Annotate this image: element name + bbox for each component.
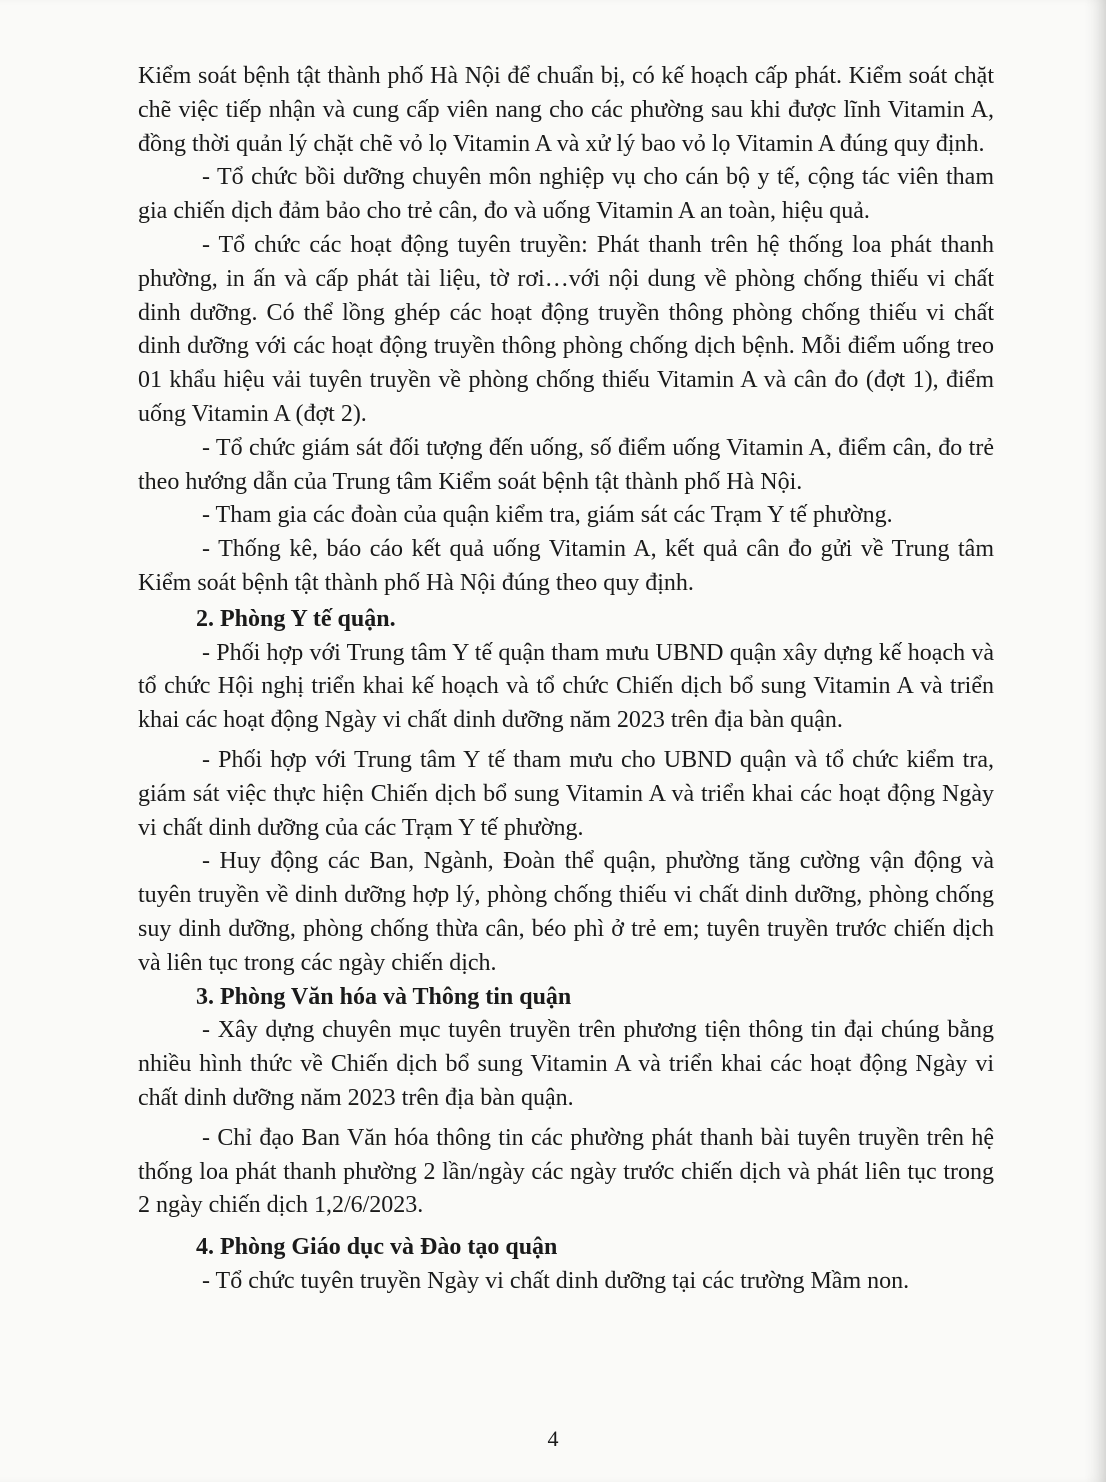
bullet-media-column: - Xây dựng chuyên mục tuyên truyền trên phương tiện thông tin đại chúng bằng nhiều hình thức về Chiến dịch bổ sung Vitamin A và triển khai các hoạt động Ngày vi chất dinh dưỡng năm 2023 trên địa bàn quận.	[138, 1017, 994, 1111]
bullet-kindergarten: - Tổ chức tuyên truyền Ngày vi chất dinh dưỡng tại các trường Mầm non.	[202, 1267, 910, 1294]
section-heading-health-office: 2. Phòng Y tế quận.	[196, 605, 396, 632]
bullet-communication: - Tổ chức các hoạt động tuyên truyền: Phát thanh trên hệ thống loa phát thanh phường, in ấn và cấp phát tài liệu, tờ rơi…với nội dung về phòng chống thiếu vi chất dinh dưỡng. Có thể lồng ghép các hoạt động truyền thông phòng chống thiếu vi chất dinh dưỡng với các hoạt động truyền thông phòng chống dịch bệnh. Mỗi điểm uống treo 01 khẩu hiệu vải tuyên truyền về phòng chống thiếu Vitamin A và cân đo (đợt 1), điểm uống Vitamin A (đợt 2).	[138, 231, 994, 427]
section-heading-culture-office: 3. Phòng Văn hóa và Thông tin quận	[196, 983, 572, 1010]
bullet-coordinate-plan: - Phối hợp với Trung tâm Y tế quận tham mưu UBND quận xây dựng kế hoạch và tổ chức Hội nghị triển khai kế hoạch và tổ chức Chiến dịch bổ sung Vitamin A và triển khai các hoạt động Ngày vi chất dinh dưỡng năm 2023 trên địa bàn quận.	[138, 639, 994, 734]
bullet-supervision: - Tổ chức giám sát đối tượng đến uống, số điểm uống Vitamin A, điểm cân, đo trẻ theo hướng dẫn của Trung tâm Kiểm soát bệnh tật thành phố Hà Nội.	[138, 434, 994, 495]
bullet-training: - Tổ chức bồi dưỡng chuyên môn nghiệp vụ cho cán bộ y tế, cộng tác viên tham gia chiến dịch đảm bảo cho trẻ cân, đo và uống Vitamin A an toàn, hiệu quả.	[138, 164, 994, 225]
document-body	[138, 60, 994, 1299]
bullet-inspection: - Tham gia các đoàn của quận kiểm tra, giám sát các Trạm Y tế phường.	[202, 502, 893, 529]
page-edge-shadow	[1084, 0, 1106, 1482]
page-number: 4	[547, 1426, 559, 1451]
bullet-coordinate-inspection: - Phối hợp với Trung tâm Y tế tham mưu cho UBND quận và tổ chức kiểm tra, giám sát việc thực hiện Chiến dịch bổ sung Vitamin A và triển khai các hoạt động Ngày vi chất dinh dưỡng của các Trạm Y tế phường.	[138, 746, 994, 841]
bullet-reporting: - Thống kê, báo cáo kết quả uống Vitamin A, kết quả cân đo gửi về Trung tâm Kiểm soát bệnh tật thành phố Hà Nội đúng theo quy định.	[138, 536, 994, 596]
bullet-broadcast: - Chỉ đạo Ban Văn hóa thông tin các phường phát thanh bài tuyên truyền trên hệ thống loa phát thanh phường 2 lần/ngày các ngày trước chiến dịch và phát liên tục trong 2 ngày chiến dịch 1,2/6/2023.	[138, 1124, 994, 1219]
section-heading-education-office: 4. Phòng Giáo dục và Đào tạo quận	[196, 1234, 558, 1261]
bullet-mobilize: - Huy động các Ban, Ngành, Đoàn thể quận, phường tăng cường vận động và tuyên truyền về dinh dưỡng hợp lý, phòng chống thiếu vi chất dinh dưỡng, phòng chống suy dinh dưỡng, phòng chống thừa cân, béo phì ở trẻ em; tuyên truyền trước chiến dịch và liên tục trong các ngày chiến dịch.	[138, 848, 994, 976]
paragraph-continuation: Kiểm soát bệnh tật thành phố Hà Nội để chuẩn bị, có kế hoạch cấp phát. Kiểm soát chặt chẽ việc tiếp nhận và cung cấp viên nang cho các phường sau khi được lĩnh Vitamin A, đồng thời quản lý chặt chẽ vỏ lọ Vitamin A và xử lý bao vỏ lọ Vitamin A đúng quy định.	[138, 63, 994, 157]
